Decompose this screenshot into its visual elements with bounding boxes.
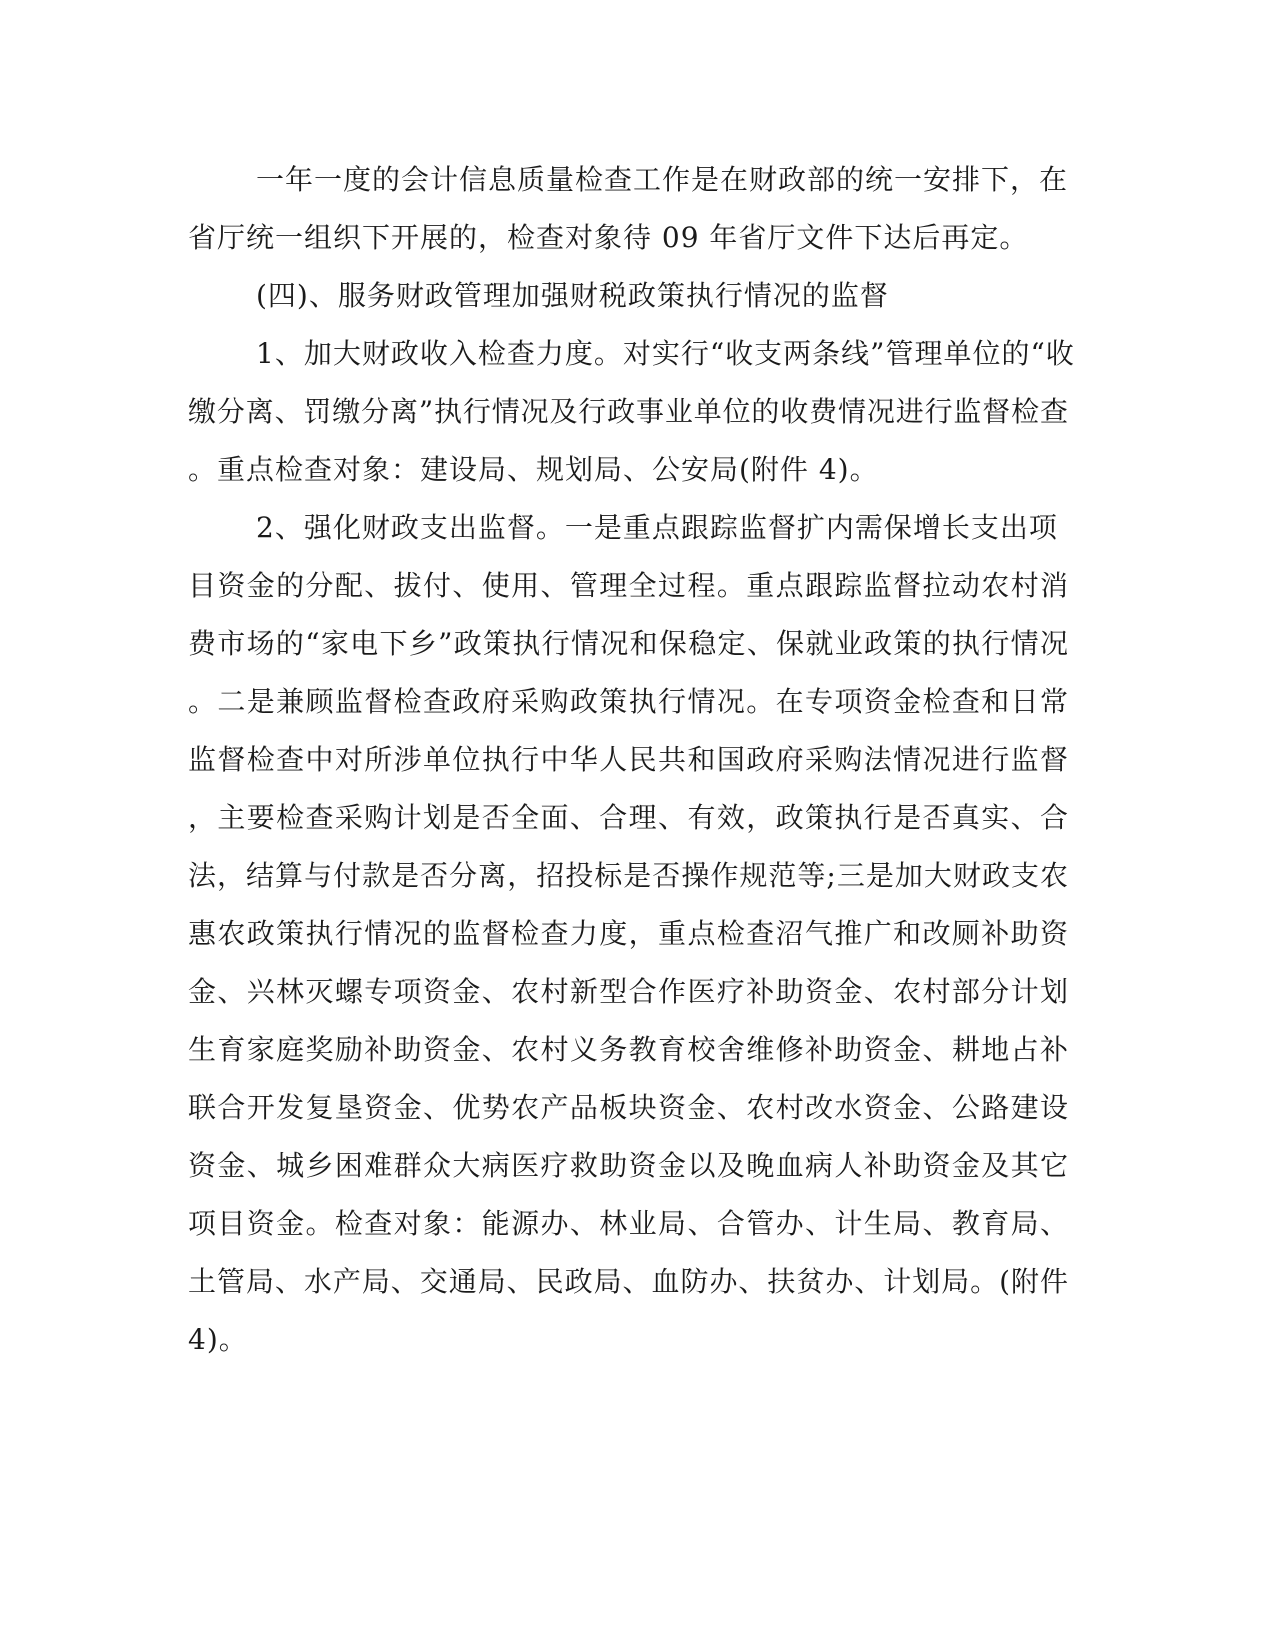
paragraph-3-line-6: ，主要检查采购计划是否全面、合理、有效，政策执行是否真实、合 [188,801,1068,834]
paragraph-3-line-14: 土管局、水产局、交通局、民政局、血防办、扶贫办、计划局。(附件 [188,1265,1068,1298]
paragraph-3-line-2: 目资金的分配、拔付、使用、管理全过程。重点跟踪监督拉动农村消 [188,569,1068,602]
paragraph-1-line-2: 省厅统一组织下开展的，检查对象待 09 年省厅文件下达后再定。 [188,221,1029,254]
paragraph-3-line-12: 资金、城乡困难群众大病医疗救助资金以及晚血病人补助资金及其它 [188,1149,1068,1182]
paragraph-3-line-11: 联合开发复垦资金、优势农产品板块资金、农村改水资金、公路建设 [188,1091,1068,1124]
paragraph-3-line-4: 。二是兼顾监督检查政府采购政策执行情况。在专项资金检查和日常 [188,685,1068,718]
paragraph-3-line-13: 项目资金。检查对象：能源办、林业局、合管办、计生局、教育局、 [188,1207,1068,1240]
paragraph-2-line-1: 1、加大财政收入检查力度。对实行“收支两条线”管理单位的“收 [256,337,1075,370]
paragraph-1-line-1: 一年一度的会计信息质量检查工作是在财政部的统一安排下，在 [256,163,1069,196]
paragraph-2-line-3: 。重点检查对象：建设局、规划局、公安局(附件 4)。 [188,453,879,486]
paragraph-3-line-9: 金、兴林灭螺专项资金、农村新型合作医疗补助资金、农村部分计划 [188,975,1068,1008]
paragraph-3-line-15: 4)。 [188,1323,248,1356]
paragraph-3-line-7: 法，结算与付款是否分离，招投标是否操作规范等;三是加大财政支农 [188,859,1068,892]
paragraph-3-line-8: 惠农政策执行情况的监督检查力度，重点检查沼气推广和改厕补助资 [188,917,1068,950]
paragraph-3-line-3: 费市场的“家电下乡”政策执行情况和保稳定、保就业政策的执行情况 [188,627,1068,660]
paragraph-2-line-2: 缴分离、罚缴分离”执行情况及行政事业单位的收费情况进行监督检查 [188,395,1068,428]
paragraph-3-line-10: 生育家庭奖励补助资金、农村义务教育校舍维修补助资金、耕地占补 [188,1033,1068,1066]
section-heading: (四)、服务财政管理加强财税政策执行情况的监督 [256,279,889,312]
paragraph-3-line-5: 监督检查中对所涉单位执行中华人民共和国政府采购法情况进行监督 [188,743,1068,776]
paragraph-3-line-1: 2、强化财政支出监督。一是重点跟踪监督扩内需保增长支出项 [256,511,1058,544]
